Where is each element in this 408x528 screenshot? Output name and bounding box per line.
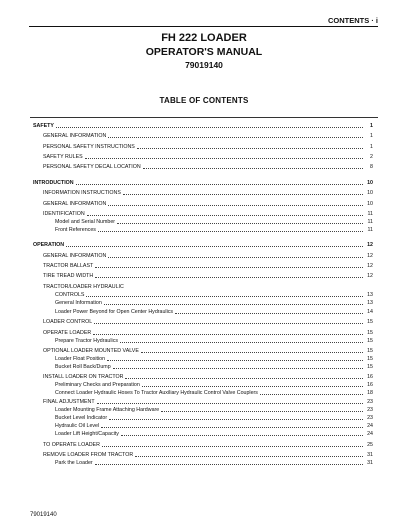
toc-entry xyxy=(33,153,373,161)
toc-leader-dots xyxy=(260,394,363,395)
toc-entry xyxy=(33,189,373,197)
toc-leader-dots xyxy=(143,168,363,169)
toc-entry xyxy=(33,226,373,234)
toc-entry xyxy=(33,363,373,371)
manual-subtitle: OPERATOR'S MANUAL xyxy=(145,46,263,58)
toc-leader-dots xyxy=(101,427,363,428)
toc-leader-dots xyxy=(121,435,363,436)
toc-entry-page: 2 xyxy=(370,154,373,160)
toc-heading: TABLE OF CONTENTS xyxy=(159,96,249,105)
toc-leader-dots xyxy=(120,342,363,343)
toc-entry-label: Loader Power Beyond for Open Center Hydraulics xyxy=(55,309,174,315)
toc-top-rule xyxy=(30,117,378,118)
toc-leader-dots xyxy=(102,446,363,447)
toc-leader-dots xyxy=(161,411,363,412)
toc-leader-dots xyxy=(107,360,363,361)
toc-entry-label: OPERATION xyxy=(33,242,65,248)
toc-leader-dots xyxy=(86,296,363,297)
toc-entry-label: GENERAL INFORMATION xyxy=(43,201,107,207)
toc-leader-dots xyxy=(87,215,363,216)
toc-leader-dots xyxy=(142,386,363,387)
toc-entry-page: 13 xyxy=(367,300,373,306)
toc-leader-dots xyxy=(76,184,363,185)
manual-title: FH 222 LOADER xyxy=(161,32,247,44)
toc-leader-dots xyxy=(117,223,363,224)
toc-entry-page: 31 xyxy=(367,452,373,458)
toc-entry-page: 16 xyxy=(367,382,373,388)
toc-entry-page: 23 xyxy=(367,407,373,413)
toc-entry-label: OPTIONAL LOADER MOUNTED VALVE xyxy=(43,348,139,354)
toc-entry xyxy=(33,200,373,208)
toc-leader-dots xyxy=(95,464,363,465)
toc-entry-page: 12 xyxy=(367,253,373,259)
toc-entry-page: 24 xyxy=(367,423,373,429)
toc-entry-page: 10 xyxy=(367,180,373,186)
toc-entry xyxy=(33,337,373,345)
toc-entry-page: 12 xyxy=(367,242,373,248)
toc-entry-label: REMOVE LOADER FROM TRACTOR xyxy=(43,452,134,458)
toc-entry-label: INFORMATION INSTRUCTIONS xyxy=(43,190,121,196)
toc-leader-dots xyxy=(97,403,363,404)
toc-leader-dots xyxy=(113,368,363,369)
toc-entry-page: 8 xyxy=(370,164,373,170)
toc-leader-dots xyxy=(108,257,363,258)
toc-entry xyxy=(33,355,373,363)
toc-entry xyxy=(33,389,373,397)
toc-entry-label: GENERAL INFORMATION xyxy=(43,133,107,139)
toc-leader-dots xyxy=(93,334,363,335)
footer-number: 79019140 xyxy=(30,512,57,518)
toc-entry xyxy=(33,122,373,130)
toc-entry xyxy=(33,241,373,249)
toc-entry xyxy=(33,179,373,187)
toc-entry-page: 10 xyxy=(367,201,373,207)
toc-entry-label: TRACTOR/LOADER HYDRAULIC xyxy=(43,284,124,290)
toc-leader-dots xyxy=(135,456,363,457)
toc-entry-page: 25 xyxy=(367,442,373,448)
toc-entry-page: 15 xyxy=(367,356,373,362)
toc-entry xyxy=(33,451,373,459)
toc-leader-dots xyxy=(125,378,363,379)
toc-entry-page: 12 xyxy=(367,263,373,269)
toc-entry-label: Loader Float Position xyxy=(55,356,106,362)
toc-entry xyxy=(33,318,373,326)
toc-entry xyxy=(33,441,373,449)
toc-entry-label: Bucket Level Indicator xyxy=(55,415,108,421)
toc-entry-page: 10 xyxy=(367,190,373,196)
toc-entry-label: CONTROLS xyxy=(55,292,85,298)
toc-entry-label: General Information xyxy=(55,300,102,306)
toc-entry xyxy=(33,406,373,414)
toc-entry-label: FINAL ADJUSTMENT xyxy=(43,399,95,405)
toc-entry-page: 15 xyxy=(367,319,373,325)
toc-entry-label: TO OPERATE LOADER xyxy=(43,442,100,448)
toc-entry-page: 31 xyxy=(367,460,373,466)
toc-leader-dots xyxy=(108,137,363,138)
toc-leader-dots xyxy=(94,323,363,324)
toc-entry-page: 11 xyxy=(367,211,373,217)
toc-entry xyxy=(33,163,373,171)
running-header: CONTENTS · i xyxy=(328,16,378,25)
header-rule xyxy=(29,26,378,27)
toc-entry-label: Loader Lift Height/Capacity xyxy=(55,431,119,437)
toc-leader-dots xyxy=(109,419,363,420)
toc-entry xyxy=(33,252,373,260)
toc-entry-page: 15 xyxy=(367,330,373,336)
toc-entry-label: TIRE TREAD WIDTH xyxy=(43,273,94,279)
toc-entry xyxy=(33,262,373,270)
toc-entry-label: INSTALL LOADER ON TRACTOR xyxy=(43,374,124,380)
toc-entry-label: LOADER CONTROL xyxy=(43,319,93,325)
toc-entry xyxy=(33,132,373,140)
toc-entry-label: PERSONAL SAFETY INSTRUCTIONS xyxy=(43,144,135,150)
toc-entry-page: 16 xyxy=(367,374,373,380)
toc-entry xyxy=(33,210,373,218)
toc-entry-label: Preliminary Checks and Preparation xyxy=(55,382,140,388)
toc-entry-label: IDENTIFICATION xyxy=(43,211,85,217)
toc-leader-dots xyxy=(175,313,363,314)
toc-entry xyxy=(33,430,373,438)
toc-entry-page: 23 xyxy=(367,399,373,405)
toc-entry-label: SAFETY xyxy=(33,123,54,129)
toc-entry-page: 23 xyxy=(367,415,373,421)
toc-entry-page: 11 xyxy=(367,227,373,233)
toc-entry xyxy=(33,398,373,406)
toc-entry-page: 1 xyxy=(370,133,373,139)
toc-entry-label: Bucket Roll Back/Dump xyxy=(55,364,111,370)
toc-entry xyxy=(33,381,373,389)
toc-entry-label: GENERAL INFORMATION xyxy=(43,253,107,259)
manual-number: 79019140 xyxy=(185,60,223,70)
toc-leader-dots xyxy=(95,277,363,278)
toc-entry-page: 1 xyxy=(370,144,373,150)
toc-entry-label: INTRODUCTION xyxy=(33,180,74,186)
toc-leader-dots xyxy=(108,205,363,206)
toc-entry-page: 18 xyxy=(367,390,373,396)
toc-leader-dots xyxy=(141,352,363,353)
toc-entry xyxy=(33,373,373,381)
toc-entry-label: Prepare Tractor Hydraulics xyxy=(55,338,118,344)
toc-entry xyxy=(33,414,373,422)
toc-entry-label: SAFETY RULES xyxy=(43,154,83,160)
toc-entry-page: 12 xyxy=(367,273,373,279)
toc-entry xyxy=(33,299,373,307)
toc-entry-page: 15 xyxy=(367,348,373,354)
toc-entry-page: 13 xyxy=(367,292,373,298)
toc-entry-page: 15 xyxy=(367,364,373,370)
toc-entry-page: 14 xyxy=(367,309,373,315)
toc-entry xyxy=(33,329,373,337)
toc-entry-label: PERSONAL SAFETY DECAL LOCATION xyxy=(43,164,141,170)
toc-leader-dots xyxy=(98,231,363,232)
toc-leader-dots xyxy=(95,267,363,268)
toc-leader-dots xyxy=(66,246,363,247)
toc-entry xyxy=(33,283,373,291)
toc-entry xyxy=(33,422,373,430)
toc-entry xyxy=(33,347,373,355)
toc-entry-label: Model and Serial Number xyxy=(55,219,116,225)
toc-entry-label: TRACTOR BALLAST xyxy=(43,263,94,269)
toc-leader-dots xyxy=(85,158,363,159)
toc-entry xyxy=(33,143,373,151)
toc-entry-label: Loader Mounting Frame Attaching Hardware xyxy=(55,407,160,413)
toc-leader-dots xyxy=(137,148,363,149)
toc-entry xyxy=(33,308,373,316)
toc-entry xyxy=(33,459,373,467)
toc-entry-label: Hydraulic Oil Level xyxy=(55,423,100,429)
toc-entry-page: 11 xyxy=(367,219,373,225)
toc-entry xyxy=(33,218,373,226)
toc-entry-label: Connect Loader Hydraulic Hoses To Tractor Auxiliary Hydraulic Control Valve Couplers xyxy=(55,390,258,396)
toc-leader-dots xyxy=(104,304,363,305)
toc-entry-page: 1 xyxy=(370,123,373,129)
toc-leader-dots xyxy=(123,194,363,195)
toc-entry-page: 24 xyxy=(367,431,373,437)
toc-leader-dots xyxy=(56,127,363,128)
toc-entry-label: Front References xyxy=(55,227,96,233)
toc-entry-label: Park the Loader xyxy=(55,460,93,466)
toc-entry-label: OPERATE LOADER xyxy=(43,330,92,336)
toc-entry xyxy=(33,272,373,280)
toc-entry-page: 15 xyxy=(367,338,373,344)
toc-entry xyxy=(33,291,373,299)
